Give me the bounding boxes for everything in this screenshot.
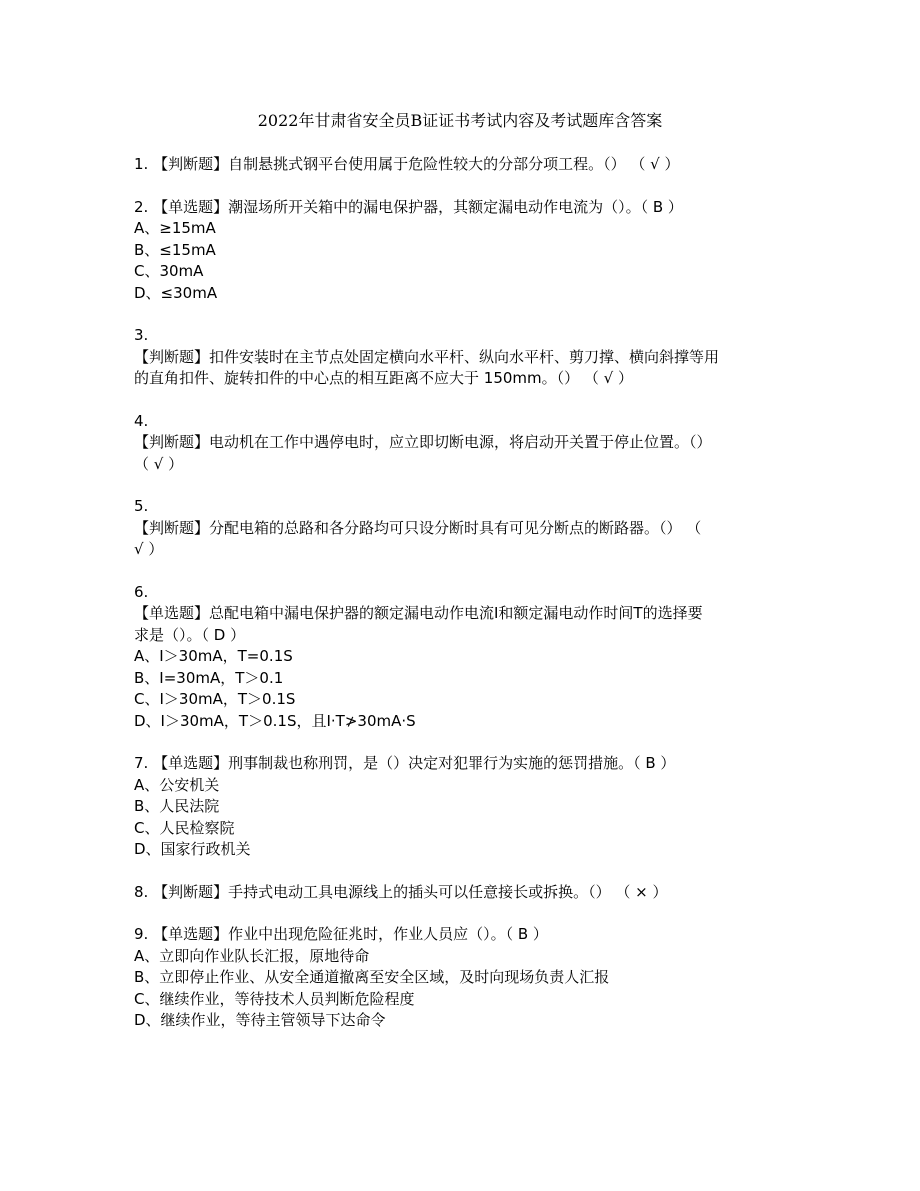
- question-text: 【单选题】总配电箱中漏电保护器的额定漏电动作电流Ⅰ和额定漏电动作时间T的选择要: [134, 604, 703, 622]
- question-9: [134, 924, 794, 1032]
- option-d: D、≤30mA: [134, 283, 218, 302]
- question-2: [134, 197, 794, 305]
- question-text: 【判断题】分配电箱的总路和各分路均可只设分断时具有可见分断点的断路器。（） （: [134, 518, 702, 537]
- question-text-continued: （ √ ）: [134, 454, 184, 473]
- question-text-continued: 的直角扣件、旋转扣件的中心点的相互距离不应大于 150mm。（） （ √ ）: [134, 369, 633, 387]
- question-8: [134, 882, 794, 904]
- question-5: [134, 496, 794, 561]
- option-a: A、≥15mA: [134, 219, 216, 237]
- option-c: C、30mA: [134, 262, 204, 280]
- question-list: [134, 154, 794, 1053]
- option-a: A、公安机关: [134, 775, 220, 794]
- question-6: [134, 582, 794, 733]
- question-text: 9. 【单选题】作业中出现危险征兆时，作业人员应（）。（ B ）: [134, 925, 548, 943]
- question-text: 7. 【单选题】刑事制裁也称刑罚，是（）决定对犯罪行为实施的惩罚措施。（ B ）: [134, 754, 676, 772]
- option-d: D、继续作业，等待主管领导下达命令: [134, 1011, 386, 1029]
- option-b: B、立即停止作业、从安全通道撤离至安全区域，及时向现场负责人汇报: [134, 968, 610, 986]
- question-7: [134, 753, 794, 861]
- document-title: 2022年甘肃省安全员B证证书考试内容及考试题库含答案: [257, 111, 663, 130]
- question-text: 2. 【单选题】潮湿场所开关箱中的漏电保护器，其额定漏电动作电流为（）。（ B ）: [134, 197, 683, 216]
- question-text-continued: 求是（）。（ D ）: [134, 625, 246, 644]
- option-b: B、≤15mA: [134, 240, 216, 259]
- option-a: A、Ⅰ＞30mA，T=0.1S: [134, 647, 293, 665]
- option-a: A、立即向作业队长汇报，原地待命: [134, 946, 370, 965]
- option-b: B、Ⅰ=30mA，T＞0.1: [134, 668, 284, 687]
- question-4: [134, 411, 794, 476]
- question-text: 【判断题】扣件安装时在主节点处固定横向水平杆、纵向水平杆、剪刀撑、横向斜撑等用: [134, 347, 720, 366]
- option-b: B、人民法院: [134, 797, 220, 815]
- question-number: 4.: [134, 411, 149, 430]
- question-text-continued: √ ）: [134, 540, 164, 558]
- question-number: 5.: [134, 497, 149, 515]
- option-d: D、国家行政机关: [134, 840, 251, 858]
- option-c: C、人民检察院: [134, 818, 235, 837]
- question-text: 1. 【判断题】自制悬挑式钢平台使用属于危险性较大的分部分项工程。（） （ √ ）: [134, 155, 680, 173]
- option-c: C、继续作业，等待技术人员判断危险程度: [134, 989, 415, 1008]
- question-number: 6.: [134, 582, 149, 601]
- question-text: 【判断题】电动机在工作中遇停电时，应立即切断电源，将启动开关置于停止位置。（）: [134, 433, 712, 451]
- question-number: 3.: [134, 326, 149, 344]
- option-d: D、Ⅰ＞30mA，T＞0.1S，且Ⅰ·T≯30mA·S: [134, 711, 416, 730]
- question-1: [134, 154, 794, 176]
- question-3: [134, 325, 794, 390]
- option-c: C、Ⅰ＞30mA，T＞0.1S: [134, 690, 296, 708]
- question-text: 8. 【判断题】手持式电动工具电源线上的插头可以任意接长或拆换。（） （ × ）: [134, 882, 668, 901]
